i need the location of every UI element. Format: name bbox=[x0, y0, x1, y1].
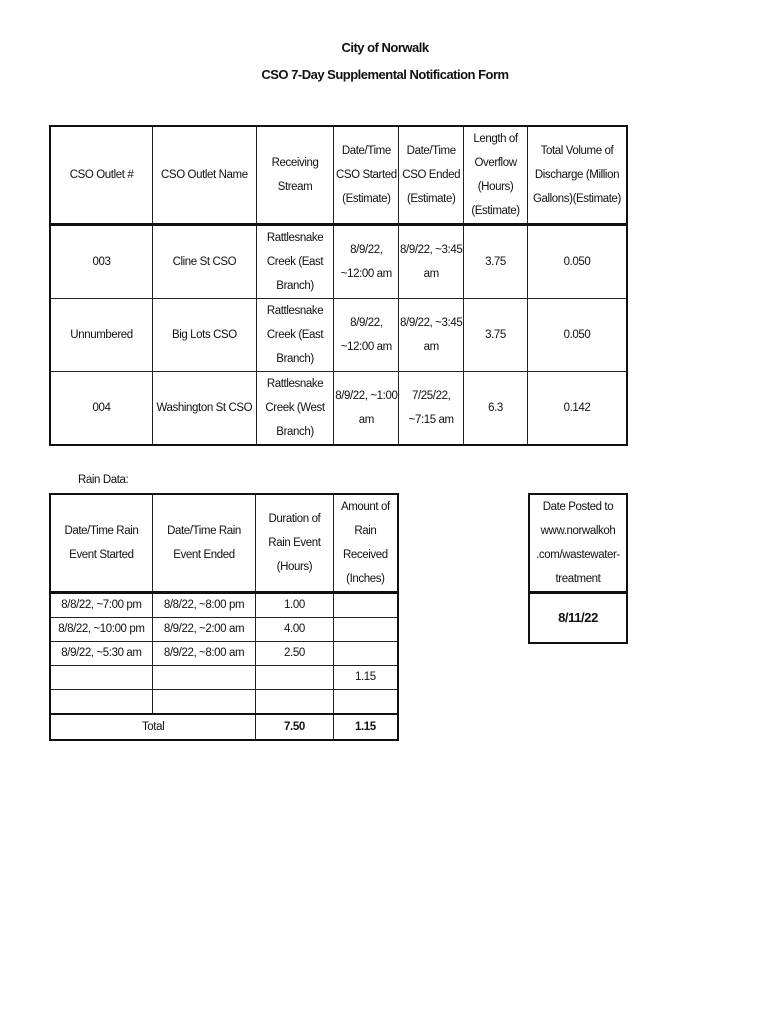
rain-started bbox=[50, 690, 152, 715]
col-header-rain-started: Date/Time Rain Event Started bbox=[50, 494, 152, 593]
rain-amount bbox=[333, 690, 398, 715]
table-row bbox=[50, 618, 398, 642]
rain-started bbox=[50, 666, 152, 690]
table-row bbox=[50, 666, 398, 690]
ended: 8/9/22, ~3:45 am bbox=[399, 225, 464, 299]
receiving-stream: Rattlesnake Creek (East Branch) bbox=[256, 225, 334, 299]
started: 8/9/22, ~12:00 am bbox=[334, 299, 399, 372]
rain-ended bbox=[152, 666, 255, 690]
ended: 8/9/22, ~3:45 am bbox=[399, 299, 464, 372]
table-row bbox=[50, 225, 627, 299]
total-row bbox=[50, 714, 398, 740]
volume: 0.050 bbox=[527, 225, 627, 299]
rain-table bbox=[49, 493, 399, 741]
col-header-outlet-name: CSO Outlet Name bbox=[153, 126, 257, 225]
date-posted-header: Date Posted to www.norwalkoh .com/wastewater-treatment bbox=[529, 494, 627, 593]
col-header-ended: Date/Time CSO Ended (Estimate) bbox=[399, 126, 464, 225]
outlet-number: Unnumbered bbox=[50, 299, 153, 372]
col-header-rain-ended: Date/Time Rain Event Ended bbox=[152, 494, 255, 593]
receiving-stream: Rattlesnake Creek (West Branch) bbox=[256, 372, 334, 446]
date-posted-table bbox=[528, 493, 628, 644]
rain-duration: 2.50 bbox=[256, 642, 334, 666]
col-header-length: Length of Overflow (Hours) (Estimate) bbox=[464, 126, 528, 225]
outlet-number: 004 bbox=[50, 372, 153, 446]
volume: 0.142 bbox=[527, 372, 627, 446]
col-header-rain-amount: Amount of Rain Received (Inches) bbox=[333, 494, 398, 593]
rain-duration: 1.00 bbox=[256, 593, 334, 618]
col-header-receiving-stream: Receiving Stream bbox=[256, 126, 334, 225]
rain-started: 8/8/22, ~7:00 pm bbox=[50, 593, 152, 618]
rain-duration bbox=[256, 666, 334, 690]
rain-ended: 8/8/22, ~8:00 pm bbox=[152, 593, 255, 618]
length: 3.75 bbox=[464, 299, 528, 372]
total-duration: 7.50 bbox=[256, 714, 334, 740]
outlet-name: Washington St CSO bbox=[153, 372, 257, 446]
rain-amount bbox=[333, 593, 398, 618]
length: 3.75 bbox=[464, 225, 528, 299]
volume: 0.050 bbox=[527, 299, 627, 372]
rain-amount bbox=[333, 618, 398, 642]
rain-data-label: Rain Data: bbox=[78, 474, 129, 486]
col-header-volume: Total Volume of Discharge (Million Gallons)(Estimate) bbox=[527, 126, 627, 225]
rain-ended: 8/9/22, ~2:00 am bbox=[152, 618, 255, 642]
started: 8/9/22, ~1:00 am bbox=[334, 372, 399, 446]
total-label: Total bbox=[50, 714, 256, 740]
outlet-number: 003 bbox=[50, 225, 153, 299]
form-title: CSO 7-Day Supplemental Notification Form bbox=[261, 67, 509, 82]
total-amount: 1.15 bbox=[333, 714, 398, 740]
table-row bbox=[50, 690, 398, 715]
city-title: City of Norwalk bbox=[341, 40, 429, 55]
date-posted-value: 8/11/22 bbox=[529, 593, 627, 644]
outlet-name: Big Lots CSO bbox=[153, 299, 257, 372]
rain-amount bbox=[333, 642, 398, 666]
col-header-rain-duration: Duration of Rain Event (Hours) bbox=[256, 494, 334, 593]
col-header-outlet-number: CSO Outlet # bbox=[50, 126, 153, 225]
rain-started: 8/8/22, ~10:00 pm bbox=[50, 618, 152, 642]
rain-duration: 4.00 bbox=[256, 618, 334, 642]
table-row bbox=[50, 299, 627, 372]
table-row bbox=[50, 372, 627, 446]
table-row bbox=[50, 642, 398, 666]
table-row bbox=[50, 593, 398, 618]
cso-table bbox=[49, 125, 628, 446]
rain-duration bbox=[256, 690, 334, 715]
rain-table-header bbox=[50, 494, 398, 593]
cso-table-header bbox=[50, 126, 627, 225]
rain-amount: 1.15 bbox=[333, 666, 398, 690]
length: 6.3 bbox=[464, 372, 528, 446]
rain-ended: 8/9/22, ~8:00 am bbox=[152, 642, 255, 666]
ended: 7/25/22, ~7:15 am bbox=[399, 372, 464, 446]
outlet-name: Cline St CSO bbox=[153, 225, 257, 299]
started: 8/9/22, ~12:00 am bbox=[334, 225, 399, 299]
col-header-started: Date/Time CSO Started (Estimate) bbox=[334, 126, 399, 225]
receiving-stream: Rattlesnake Creek (East Branch) bbox=[256, 299, 334, 372]
rain-started: 8/9/22, ~5:30 am bbox=[50, 642, 152, 666]
rain-ended bbox=[152, 690, 255, 715]
